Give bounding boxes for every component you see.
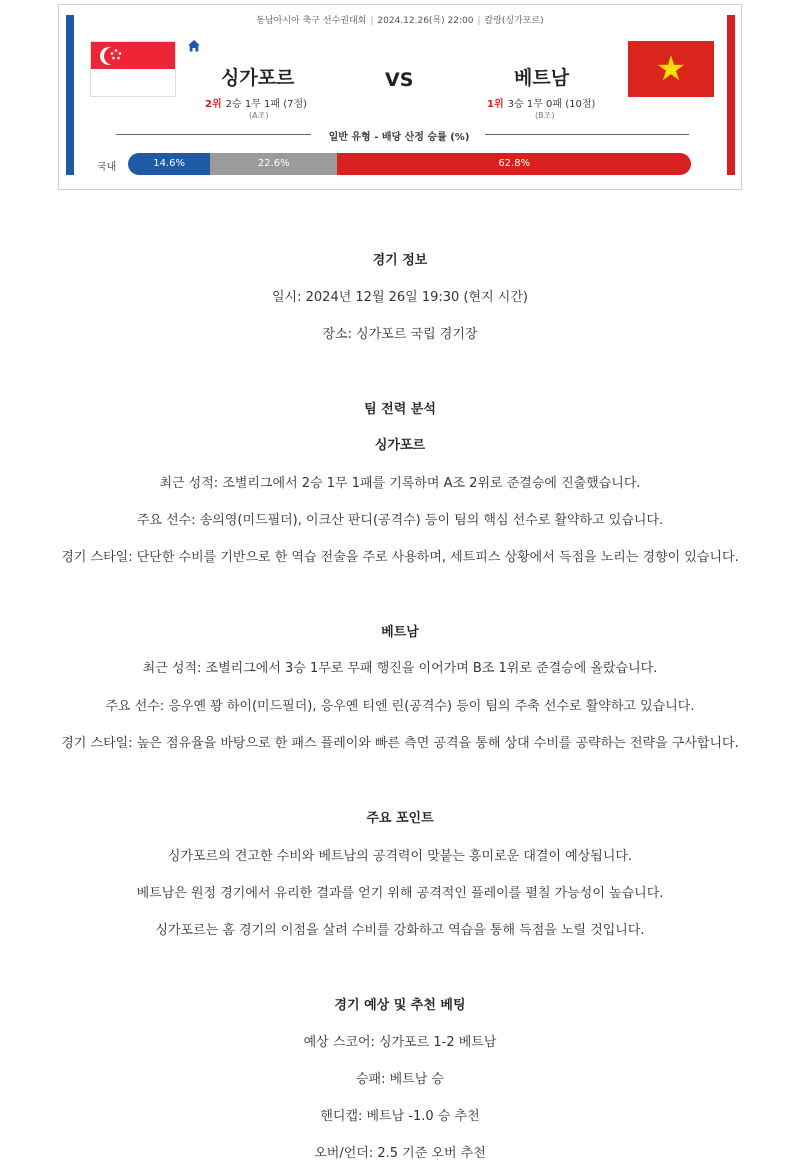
win-probability-bar <box>128 153 691 175</box>
match-datetime-line: 일시: 2024년 12월 26일 19:30 (현지 시간) <box>272 290 528 305</box>
home-style-line: 경기 스타일: 단단한 수비를 기반으로 한 역습 전술을 주로 사용하며, 세트피스 상황에서 득점을 노리는 경향이 있습니다. <box>61 550 739 565</box>
key-point-1: 싱가포르의 견고한 수비와 베트남의 공격력이 맞붙는 흥미로운 대결이 예상됩니다. <box>167 849 633 864</box>
away-recent-line: 최근 성적: 조별리그에서 3승 1무로 무패 행진을 이어가며 B조 1위로 준결승에 올랐습니다. <box>142 661 658 676</box>
home-recent-line: 최근 성적: 조별리그에서 2승 1무 1패를 기록하며 A조 2위로 준결승에 진출했습니다. <box>159 476 641 491</box>
away-record-text: 3승 1무 0패 (10점) <box>507 99 596 110</box>
away-rank: 1위 <box>487 99 504 110</box>
key-points-heading: 주요 포인트 <box>366 811 434 826</box>
match-venue: 칼랑(싱가포르) <box>484 16 544 26</box>
predicted-score-line: 예상 스코어: 싱가포르 1-2 베트남 <box>303 1035 497 1050</box>
handicap-line: 핸디캡: 베트남 -1.0 승 추천 <box>320 1109 480 1124</box>
prediction-heading: 경기 예상 및 추천 베팅 <box>334 998 466 1013</box>
draw-segment: 22.6% <box>210 153 337 175</box>
match-info-heading: 경기 정보 <box>372 253 428 268</box>
home-record <box>205 95 307 110</box>
vs-label: VS <box>385 69 414 91</box>
divider-left <box>116 134 311 135</box>
key-point-3: 싱가포르는 홈 경기의 이점을 살려 수비를 강화하고 역습을 통해 득점을 노릴 것입니다. <box>155 923 645 938</box>
home-record-text: 2승 1무 1패 (7점) <box>225 99 308 110</box>
predicted-result-line: 승패: 베트남 승 <box>356 1072 444 1087</box>
away-win-segment: 62.8% <box>337 153 691 175</box>
match-header: 동남아시아 축구 선수권대회 | 2024.12.26(목) 22:00 | 칼랑(싱가포르) <box>256 16 544 26</box>
home-color-bar <box>66 15 74 175</box>
over-under-line: 오버/언더: 2.5 기준 오버 추천 <box>314 1146 486 1161</box>
home-team-name: 싱가포르 <box>221 67 295 89</box>
match-datetime: 2024.12.26(목) 22:00 <box>377 16 474 26</box>
home-players-line: 주요 선수: 송의영(미드필더), 이크산 판디(공격수) 등이 팀의 핵심 선수로 활약하고 있습니다. <box>136 513 664 528</box>
away-record <box>487 95 595 110</box>
key-point-2: 베트남은 원정 경기에서 유리한 결과를 얻기 위해 공격적인 플레이를 펼칠 가능성이 높습니다. <box>136 886 664 901</box>
away-group: (B조) <box>535 111 555 120</box>
match-venue-line: 장소: 싱가포르 국립 경기장 <box>322 327 478 342</box>
home-group: (A조) <box>249 111 269 120</box>
away-style-line: 경기 스타일: 높은 점유율을 바탕으로 한 패스 플레이와 빠른 측면 공격을 통해 상대 수비를 공략하는 전략을 구사합니다. <box>61 736 739 751</box>
home-win-segment: 14.6% <box>128 153 210 175</box>
away-team-name: 베트남 <box>514 67 570 89</box>
competition-name: 동남아시아 축구 선수권대회 <box>256 16 367 26</box>
home-rank: 2위 <box>205 99 222 110</box>
win-rate-title: 일반 유형 - 배당 산정 승률 (%) <box>328 132 470 143</box>
analysis-heading: 팀 전력 분석 <box>364 402 436 417</box>
vietnam-flag-icon: ★ <box>628 41 714 97</box>
away-color-bar <box>727 15 735 175</box>
away-section-heading: 베트남 <box>381 625 419 640</box>
home-section-heading: 싱가포르 <box>374 438 426 453</box>
divider-right <box>485 134 689 135</box>
match-card <box>58 4 742 190</box>
domestic-label: 국내 <box>97 162 117 173</box>
singapore-flag-icon <box>90 41 176 97</box>
away-players-line: 주요 선수: 응우옌 꽝 하이(미드필더), 응우옌 티엔 린(공격수) 등이 팀의 주축 선수로 활약하고 있습니다. <box>105 699 695 714</box>
home-icon <box>187 39 201 53</box>
